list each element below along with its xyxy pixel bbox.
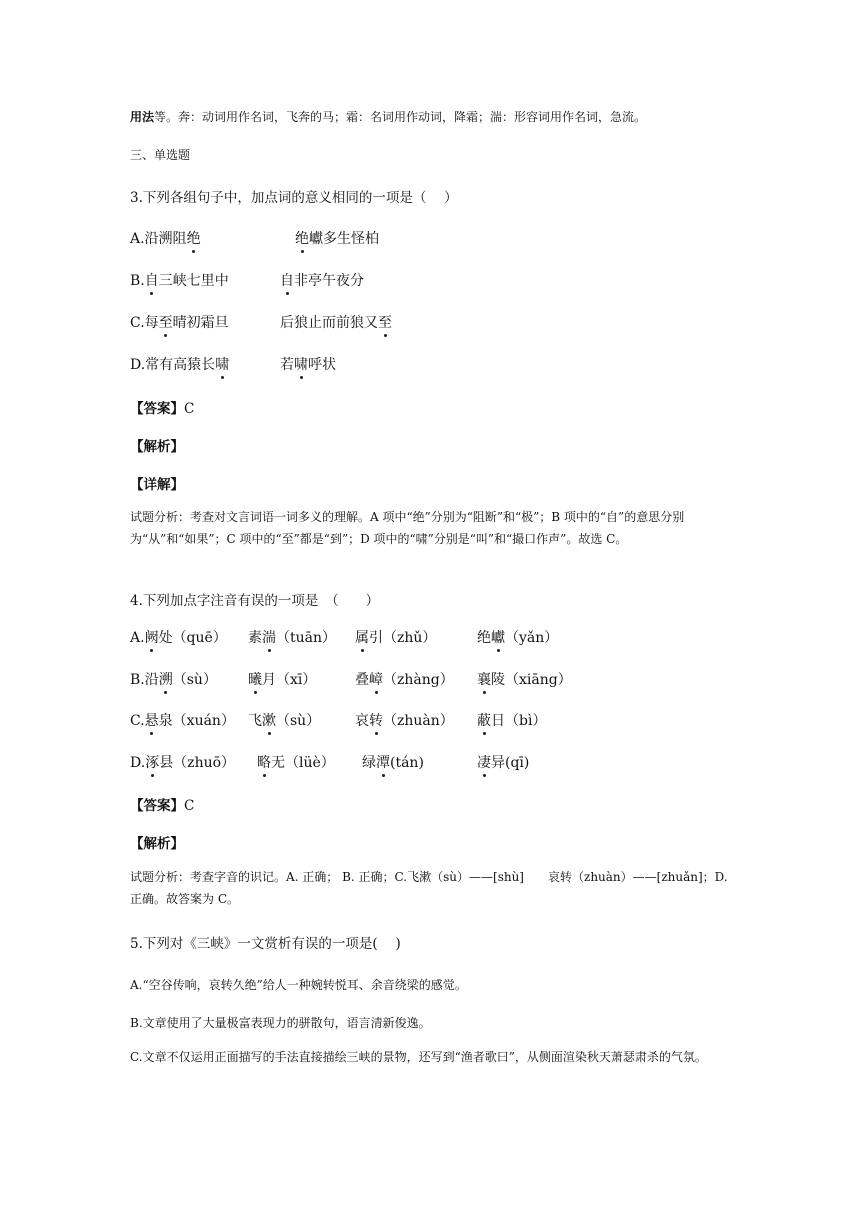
intro-line xyxy=(130,108,646,125)
q3-answer xyxy=(130,397,194,417)
q4-option-d-item-4: 凄异(qī) xyxy=(477,752,529,772)
q4-option-d-item-2: 略无（lüè） xyxy=(257,752,335,772)
q3-analysis-label: 【解析】 xyxy=(130,439,184,455)
q4-option-a-item-1: A.阙处（quē） xyxy=(130,627,227,647)
q4-answer xyxy=(130,794,194,814)
q3-option-b-left: B.自三峡七里中 xyxy=(130,270,229,290)
q4-option-c-item-4: 蔽日（bì） xyxy=(477,710,546,730)
q4-answer-value: C xyxy=(184,798,195,814)
q3-option-a-left: A.沿溯阻绝 xyxy=(130,228,201,248)
q5-stem: 5.下列对《三峡》一文赏析有误的一项是( ) xyxy=(130,936,401,952)
q4-option-a-item-2: 素湍（tuān） xyxy=(248,627,336,647)
q4-option-c-item-3: 哀转（zhuàn） xyxy=(355,710,454,730)
q4-option-a-item-4: 绝巘（yǎn） xyxy=(477,627,558,647)
q4-option-b-item-2: 曦月（xī） xyxy=(248,669,316,689)
q4-answer-label: 【答案】 xyxy=(130,798,184,814)
q3-option-a-right: 绝巘多生怪柏 xyxy=(295,228,379,248)
q4-option-c-item-2: 飞漱（sù） xyxy=(248,710,320,730)
q3-stem: 3.下列各组句子中，加点词的意义相同的一项是（ ） xyxy=(130,190,458,206)
q4-analysis-label: 【解析】 xyxy=(130,836,184,852)
intro-rest: 等。奔：动词用作名词，飞奔的马；霜：名词用作动词，降霜；湍：形容词用作名词，急流。 xyxy=(154,110,647,124)
q4-option-d-item-3: 绿潭(tán) xyxy=(362,752,424,772)
q4-option-a-item-3: 属引（zhǔ） xyxy=(355,627,436,647)
q3-detail-label: 【详解】 xyxy=(130,477,184,493)
q4-option-b-item-4: 襄陵（xiāng） xyxy=(477,669,572,689)
q4-stem: 4.下列加点字注音有误的一项是 （ ） xyxy=(130,593,380,609)
q3-option-b-right: 自非亭午夜分 xyxy=(280,270,364,290)
q3-option-c-left: C.每至晴初霜旦 xyxy=(130,312,229,332)
q3-explanation: 试题分析：考查对文言词语一词多义的理解。A 项中“绝”分别为“阻断”和“极”；B 项中的“自”的意思分别为“从”和“如果”；C 项中的“至”都是“到”；D 项中的“啸”分别是“叫”和“撮口作声”。故选 C。 xyxy=(130,510,685,546)
q3-answer-label: 【答案】 xyxy=(130,401,184,417)
q3-option-c-right: 后狼止而前狼又至 xyxy=(280,312,392,332)
section-title: 三、单选题 xyxy=(130,148,191,162)
q4-option-b-item-3: 叠嶂（zhàng） xyxy=(355,669,454,689)
q5-option-a: A.“空谷传响，哀转久绝”给人一种婉转悦耳、余音绕梁的感觉。 xyxy=(130,978,467,992)
q5-option-c: C.文章不仅运用正面描写的手法直接描绘三峡的景物，还写到“渔者歌曰”，从侧面渲染秋天萧瑟肃杀的气氛。 xyxy=(130,1050,707,1064)
q3-option-d-left: D.常有高猿长啸 xyxy=(130,354,229,374)
q3-answer-value: C xyxy=(184,401,195,417)
q5-option-b: B.文章使用了大量极富表现力的骈散句，语言清新俊逸。 xyxy=(130,1016,431,1030)
q4-option-b-item-1: B.沿溯（sù） xyxy=(130,669,217,689)
q3-option-d-right: 若啸呼状 xyxy=(280,354,336,374)
q4-explanation: 试题分析：考查字音的识记。A. 正确； B. 正确；C.飞漱（sù）——[shù] 哀转（zhuàn）——[zhuǎn]；D. 正确。故答案为 C。 xyxy=(130,870,728,906)
q4-option-d-item-1: D.涿县（zhuō） xyxy=(130,752,235,772)
intro-bold: 用法 xyxy=(130,110,155,124)
q4-option-c-item-1: C.悬泉（xuán） xyxy=(130,710,235,730)
